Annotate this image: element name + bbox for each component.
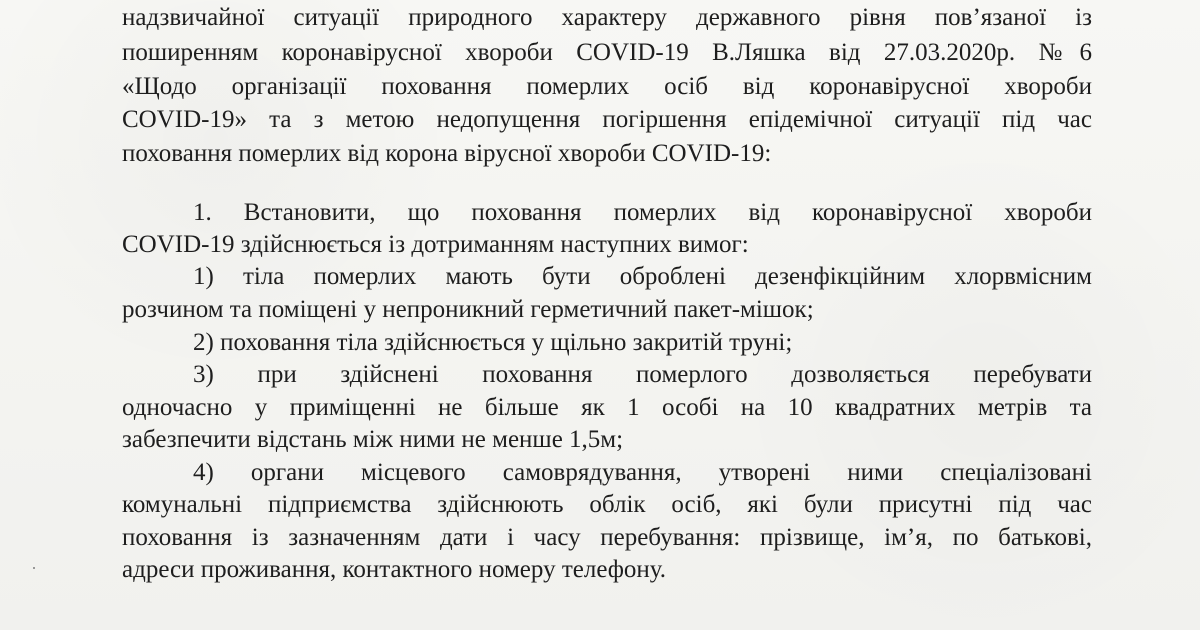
text-line-2: поширенням коронавірусної хвороби COVID-19 В.Ляшка від 27.03.2020р. №6 bbox=[122, 39, 1092, 66]
text-line-1: надзвичайної ситуації природного характеру державного рівня пов’язаної із bbox=[122, 4, 1092, 31]
text-line-16: поховання із зазначенням дати і часу перебування: прізвище, ім’я, по батькові, bbox=[122, 524, 1092, 551]
text-line-17: адреси проживання, контактного номеру телефону. bbox=[122, 556, 667, 583]
subpoint-3: 3) при здійснені поховання померлого дозволяється перебувати bbox=[193, 361, 1092, 388]
text-line-9: розчином та поміщені у непроникний герметичний пакет-мішок; bbox=[122, 296, 814, 323]
text-line-5: поховання померлих від корона вірусної хвороби COVID-19: bbox=[122, 140, 772, 167]
subpoint-1: 1) тіла померлих мають бути оброблені дезенфікційним хлорвмісним bbox=[193, 263, 1092, 290]
numbered-point-1: 1. Встановити, що поховання померлих від коронавірусної хвороби bbox=[193, 199, 1092, 226]
text-line-13: забезпечити відстань між ними не менше 1,5м; bbox=[122, 426, 624, 453]
text-line-7: COVID-19 здійснюється із дотриманням наступних вимог: bbox=[122, 231, 749, 258]
text-line-15: комунальні підприємства здійснюють облік осіб, які були присутні під час bbox=[122, 491, 1092, 518]
text-line-4: COVID-19» та з метою недопущення погіршення епідемічної ситуації під час bbox=[122, 106, 1092, 133]
subpoint-4: 4) органи місцевого самоврядування, утворені ними спеціалізовані bbox=[193, 459, 1092, 486]
text-line-3: «Щодо організації поховання померлих осіб від коронавірусної хвороби bbox=[122, 73, 1092, 100]
text-line-12: одночасно у приміщенні не більше як 1 особі на 10 квадратних метрів та bbox=[122, 394, 1092, 421]
scan-speck bbox=[33, 567, 35, 569]
subpoint-2: 2) поховання тіла здійснюється у щільно закритій труні; bbox=[193, 329, 793, 356]
